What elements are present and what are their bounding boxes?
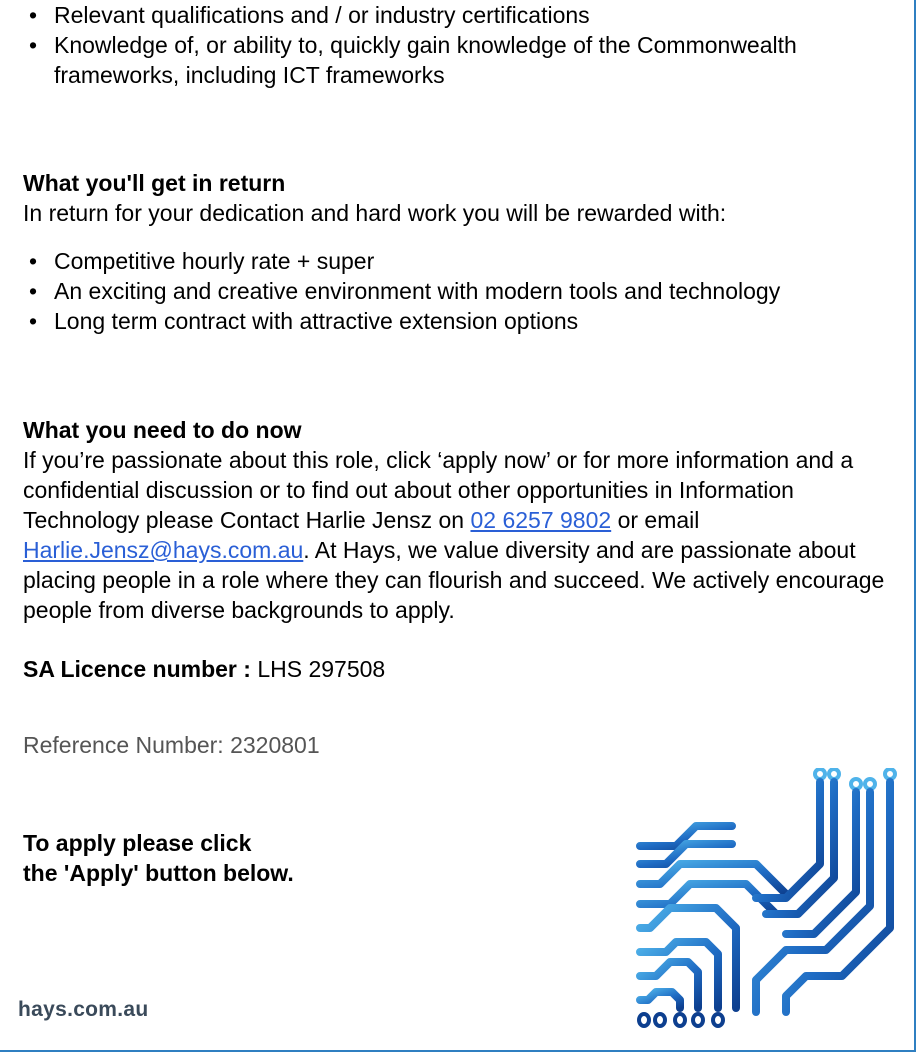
licence-value: LHS 297508 <box>257 656 386 682</box>
list-item: • Relevant qualifications and / or industry certifications <box>23 0 903 30</box>
list-item: • Knowledge of, or ability to, quickly gain knowledge of the Commonwealth frameworks, including ICT frameworks <box>23 30 903 90</box>
list-item: • Competitive hourly rate + super <box>23 246 903 276</box>
bullet-icon: • <box>28 2 38 28</box>
licence-label: SA Licence number : <box>23 656 258 682</box>
footer-url[interactable]: hays.com.au <box>18 998 149 1021</box>
next-steps-paragraph: If you’re passionate about this role, click ‘apply now’ or for more information and a confidential discussion or to find out about other opportunities in Information Technology please Contact Harlie Jensz on 02 6257 9802 or email Harlie.Jensz@hays.com.au. At Hays, we value diversity and are passionate about placing people in a role where they can flourish and succeed. We actively encourage people from diverse backgrounds to apply. <box>23 447 885 623</box>
benefits-heading: What you'll get in return <box>23 170 286 196</box>
list-item: • An exciting and creative environment with modern tools and technology <box>23 276 903 306</box>
bullet-icon: • <box>28 248 38 274</box>
bullet-icon: • <box>28 308 38 334</box>
bullet-icon: • <box>28 278 38 304</box>
phone-link[interactable]: 02 6257 9802 <box>470 507 612 533</box>
apply-line-2: the 'Apply' button below. <box>23 860 294 886</box>
next-steps-heading: What you need to do now <box>23 417 302 443</box>
licence-line <box>23 654 903 684</box>
bullet-icon: • <box>28 32 38 58</box>
hays-logo-icon <box>636 768 898 1028</box>
requirements-list <box>23 0 903 90</box>
benefits-list <box>23 246 903 336</box>
reference-number: Reference Number: 2320801 <box>23 732 320 758</box>
email-link[interactable]: Harlie.Jensz@hays.com.au <box>23 537 304 563</box>
benefits-intro: In return for your dedication and hard work you will be rewarded with: <box>23 200 727 226</box>
list-item: • Long term contract with attractive extension options <box>23 306 903 336</box>
apply-line-1: To apply please click <box>23 830 252 856</box>
